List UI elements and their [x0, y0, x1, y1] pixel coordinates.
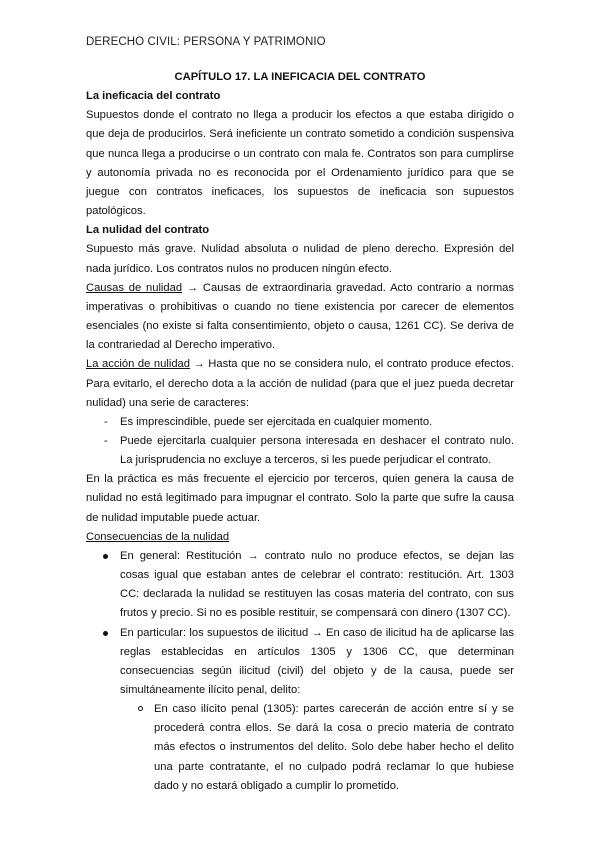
paragraph-causas-nulidad	[86, 279, 514, 356]
section-title-nulidad: La nulidad del contrato	[86, 224, 210, 237]
list-item	[120, 700, 514, 796]
list-item	[86, 432, 514, 470]
paragraph-accion-nulidad	[86, 355, 514, 412]
dash-marker: -	[104, 415, 108, 428]
ilicitud-sublist	[120, 700, 514, 796]
list-item-text: Puede ejercitarla cualquier persona interesada en deshacer el contrato nulo. La jurisprudencia no excluye a terceros, si les puede perjudicar el contrato.	[120, 434, 514, 467]
dash-marker: -	[104, 434, 108, 447]
list-item	[86, 624, 514, 796]
chapter-title: CAPÍTULO 17. LA INEFICACIA DEL CONTRATO	[174, 71, 426, 83]
circle-bullet-icon	[138, 706, 143, 711]
causas-nulidad-text: → Causas de extraordinaria gravedad. Acto contrario a normas imperativas o prohibitivas o cuando no tiene existencia por carecer de elementos esenciales (no existe si falta consentimiento, objeto o causa, 1261 CC). Se deriva de la contrariedad al Derecho imperativo.	[86, 281, 514, 352]
list-item	[86, 547, 514, 624]
ilicito-penal-text: En caso ilícito penal (1305): partes carecerán de acción entre sí y se procederá contra ellos. Se dará la cosa o precio materia de contrato más efectos o instrumentos del delito. Solo debe haber hecho el delito una parte contratante, el no culpado podrá reclamar lo que hubiese dado y no estará obligado a cumplir lo prometido.	[154, 703, 514, 792]
caracteres-list	[86, 413, 514, 470]
consecuencias-label: Consecuencias de la nulidad	[86, 530, 230, 543]
accion-nulidad-label: La acción de nulidad	[86, 358, 190, 371]
paragraph-nulidad-intro: Supuesto más grave. Nulidad absoluta o nulidad de pleno derecho. Expresión del nada jurídico. Los contratos nulos no producen ningún efecto.	[86, 243, 514, 275]
consecuencias-heading	[86, 528, 514, 547]
accion-nulidad-text: → Hasta que no se considera nulo, el contrato produce efectos. Para evitarlo, el derecho dota a la acción de nulidad (para que el juez pueda decretar nulidad) una serie de caracteres:	[86, 358, 514, 409]
document-body	[86, 68, 514, 796]
consecuencias-list	[86, 547, 514, 796]
page-header: DERECHO CIVIL: PERSONA Y PATRIMONIO	[86, 36, 326, 48]
paragraph-ineficacia: Supuestos donde el contrato no llega a producir los efectos a que estaba dirigido o que deja de producirlos. Será ineficiente un contrato sometido a condición suspensiva que nunca llega a producirse o un contrato con mala fe. Contratos son para cumplirse y autonomía privada no es reconocida por el Ordenamiento jurídico para que se juegue con contratos ineficaces, los supuestos de ineficacia son supuestos patológicos.	[86, 109, 514, 218]
bullet-icon	[103, 631, 108, 636]
paragraph-practica: En la práctica es más frecuente el ejercicio por terceros, quien genera la causa de nulidad no está legitimado para impugnar el contrato. Solo la parte que sufre la causa de nulidad imputable puede actuar.	[86, 473, 514, 524]
consecuencia-particular: En particular: los supuestos de ilicitud → En caso de ilicitud ha de aplicarse las reglas establecidas en artículos 1305 y 1306 CC, que determinan consecuencias según ilicitud (civil) del objeto y de la causa, puede ser simultáneamente ilícito penal, delito:	[120, 626, 514, 696]
bullet-icon	[103, 554, 108, 559]
list-item-text: Es imprescindible, puede ser ejercitada en cualquier momento.	[120, 415, 433, 428]
list-item	[86, 413, 514, 432]
causas-nulidad-label: Causas de nulidad	[86, 281, 183, 294]
section-title-ineficacia: La ineficacia del contrato	[86, 90, 221, 103]
consecuencia-general: En general: Restitución → contrato nulo no produce efectos, se dejan las cosas igual que estaban antes de celebrar el contrato: restitución. Art. 1303 CC: declarada la nulidad se restituyen las cosas materia del contrato, con sus frutos y precio. Si no es posible restituir, se compensará con dinero (1307 CC).	[120, 549, 514, 620]
